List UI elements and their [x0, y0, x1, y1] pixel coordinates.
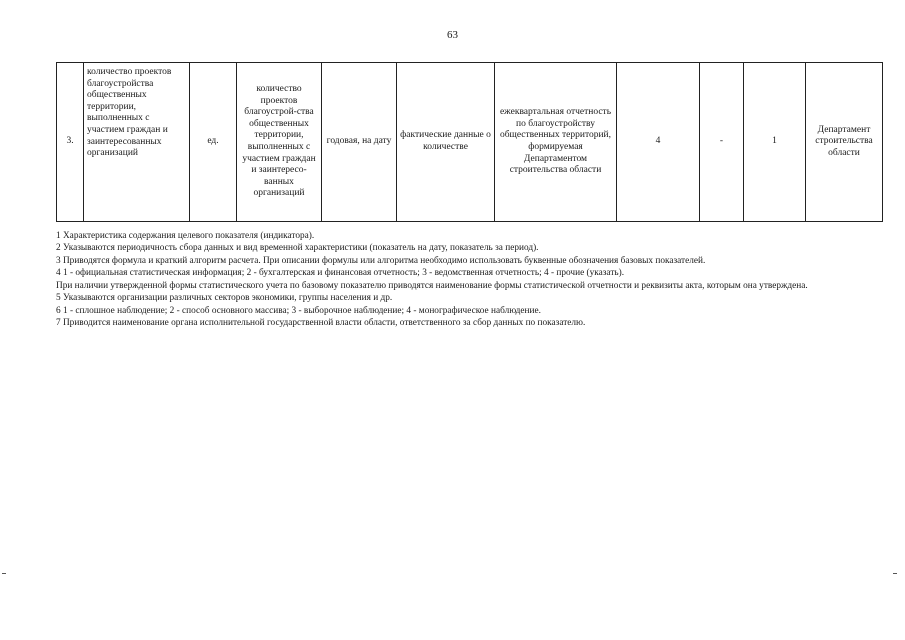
scan-mark-left [2, 573, 6, 574]
data-source-cell: ежеквартальная отчетность по благоустройству общественных территорий, формируемая Департаментом строительства области [495, 63, 617, 222]
observation-method-cell: 1 [744, 63, 806, 222]
row-number-cell: 3. [57, 63, 84, 222]
page-number: 63 [447, 29, 458, 41]
indicator-name-cell: количество проектов благоустройства общественных территории, выполненных с участием граждан и заинтересованных организаций [84, 63, 190, 222]
table-row [57, 63, 883, 222]
organizations-cell: - [700, 63, 744, 222]
source-code-cell: 4 [617, 63, 700, 222]
footnote-5: 5 Указываются организации различных секторов экономики, группы населения и др. [56, 293, 393, 304]
scan-mark-right [893, 573, 897, 574]
footnote-6: 6 1 - сплошное наблюдение; 2 - способ основного массива; 3 - выборочное наблюдение; 4 - монографическое наблюдение. [56, 305, 541, 316]
footnote-4: 4 1 - официальная статистическая информация; 2 - бухгалтерская и финансовая отчетность; 3 - ведомственная отчетность; 4 - прочие (указать). [56, 268, 625, 279]
footnote-3: 3 Приводятся формула и краткий алгоритм расчета. При описании формулы или алгоритма необходимо использовать буквенные обозначения базовых показателей. [56, 255, 706, 266]
footnote-2: 2 Указываются периодичность сбора данных и вид временной характеристики (показатель на дату, показатель за период). [56, 243, 539, 254]
footnotes [56, 231, 886, 331]
footnote-7: 7 Приводится наименование органа исполнительной государственной власти области, ответственного за сбор данных по показателю. [56, 318, 586, 329]
footnote-1: 1 Характеристика содержания целевого показателя (индикатора). [56, 231, 315, 241]
definition-cell: количество проектов благоустрой-ства общественных территории, выполненных с участием граждан и заинтересо-ванных организаций [237, 63, 322, 222]
unit-cell: ед. [190, 63, 237, 222]
formula-cell: фактические данные о количестве [397, 63, 495, 222]
footnote-4-continuation: При наличии утвержденной формы статистического учета по базовому показателю приводятся наименование формы статистической отчетности и реквизиты акта, которым она утверждена. [56, 280, 808, 291]
indicator-table [56, 62, 883, 222]
periodicity-cell: годовая, на дату [322, 63, 397, 222]
responsible-cell: Департамент строительства области [806, 63, 883, 222]
